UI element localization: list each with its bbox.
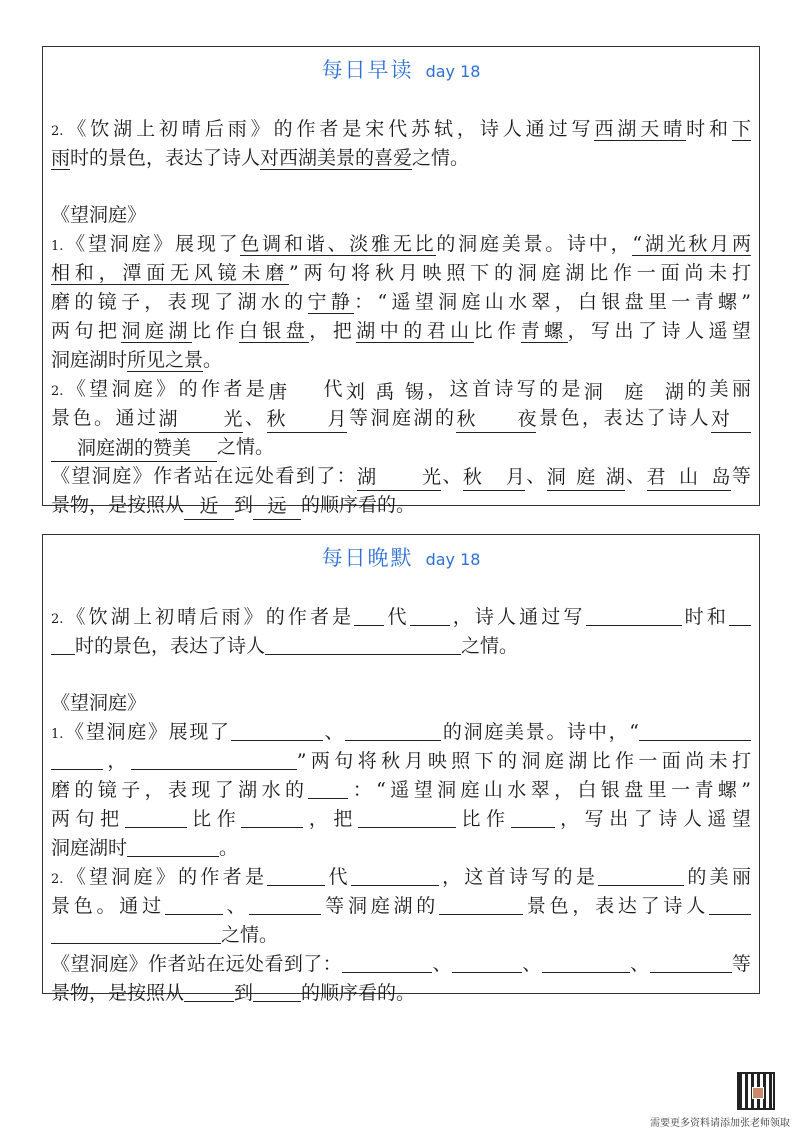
text-line: 雨时的景色，表达了诗人对西湖美景的喜爱之情。 [51, 147, 470, 169]
text-line: 景色。通过 、 等洞庭湖的 景色，表达了诗人 [51, 892, 751, 921]
text-line: 之情。 [51, 921, 751, 950]
text-line: 景物，是按照从 近 到 远 的顺序看的。 [51, 491, 751, 520]
text-line: 1.《望洞庭》展现了 、 的洞庭美景。诗中，“ [51, 718, 751, 747]
text-line: 洞庭湖时所见之景。 [51, 349, 223, 371]
answer-blank[interactable] [542, 953, 630, 973]
answer-blank[interactable] [51, 924, 221, 944]
answer-blank[interactable] [354, 606, 384, 626]
answer-blank[interactable] [639, 721, 751, 741]
answer-blank[interactable] [729, 606, 751, 626]
section-heading: 《望洞庭》 [51, 204, 147, 226]
day-label: day 18 [425, 550, 481, 569]
text-line: 两句把洞庭湖比作白银盘，把湖中的君山比作青螺，写出了诗人遥望 [51, 320, 751, 342]
answer-blank[interactable] [267, 866, 325, 886]
footer-note: 需要更多资料请添加张老师领取 [650, 1118, 790, 1129]
answer-blank[interactable] [345, 721, 441, 741]
answer-blank[interactable] [511, 808, 555, 828]
answer-blank[interactable] [709, 895, 751, 915]
text-line: 时的景色，表达了诗人 之情。 [51, 632, 751, 661]
text-line: ， ”两句将秋月映照下的洞庭湖比作一面尚未打 [51, 747, 751, 776]
text-line: 相和，潭面无风镜未磨”两句将秋月映照下的洞庭湖比作一面尚未打 [51, 262, 751, 284]
answer-blank[interactable] [131, 750, 297, 770]
answer-blank[interactable] [184, 982, 234, 1002]
morning-reading-panel [42, 46, 760, 517]
text-line: 洞庭湖时 。 [51, 837, 239, 859]
title-text: 每日早读 [321, 58, 414, 82]
text-line: 《望洞庭》作者站在远处看到了：湖光、秋月、洞庭湖、君山岛等 [51, 462, 751, 491]
day-label: day 18 [425, 62, 481, 81]
answer-blank[interactable] [241, 808, 303, 828]
answer-blank[interactable] [165, 895, 223, 915]
text-line: 景物，是按照从 到 的顺序看的。 [51, 982, 416, 1004]
text-line: 磨的镜子，表现了湖水的宁静：“遥望洞庭山水翠，白银盘里一青螺” [51, 291, 751, 313]
text-line: 景色。通过湖光、秋月等洞庭湖的秋夜景色，表达了诗人对 [51, 404, 751, 433]
panel-title [51, 541, 751, 575]
answer-blank[interactable] [127, 837, 219, 857]
answer-blank[interactable] [358, 808, 456, 828]
text-line: 2.《饮湖上初晴后雨》的作者是 代 ，诗人通过写 时和 [51, 603, 751, 632]
answer-blank[interactable] [351, 866, 439, 886]
answer-blank[interactable] [342, 953, 432, 973]
answer-blank[interactable] [51, 635, 75, 655]
text-line: 《望洞庭》作者站在远处看到了： 、 、 、 等 [51, 953, 751, 975]
section-heading: 《望洞庭》 [51, 692, 147, 714]
answer-blank[interactable] [51, 750, 103, 770]
text-line: 两句把 比作 ，把 比作 ，写出了诗人遥望 [51, 808, 751, 830]
answer-blank[interactable] [125, 808, 187, 828]
text-line: 洞庭湖的赞美 之情。 [51, 433, 751, 462]
text-line: 2.《望洞庭》的作者是唐 代刘禹锡，这首诗写的是洞庭湖的美丽 [51, 375, 751, 404]
answer-blank[interactable] [586, 606, 682, 626]
answer-blank[interactable] [452, 953, 522, 973]
text-line: 磨的镜子，表现了湖水的 ：“遥望洞庭山水翠，白银盘里一青螺” [51, 779, 751, 801]
qr-code-icon[interactable] [737, 1072, 775, 1110]
title-text: 每日晚默 [321, 546, 414, 570]
answer-blank[interactable] [439, 895, 523, 915]
text-line: 2.《望洞庭》的作者是 代 ，这首诗写的是 的美丽 [51, 866, 751, 888]
answer-blank[interactable] [231, 721, 323, 741]
answer-blank[interactable] [598, 866, 684, 886]
answer-blank[interactable] [265, 635, 461, 655]
answer-blank[interactable] [249, 895, 321, 915]
answer-blank[interactable] [410, 606, 450, 626]
text-line: 2.《饮湖上初晴后雨》的作者是宋代苏轼，诗人通过写西湖天晴时和下 [51, 118, 751, 140]
answer-blank[interactable] [253, 982, 301, 1002]
answer-blank[interactable] [650, 953, 732, 973]
evening-dictation-panel [42, 534, 760, 1004]
text-line: 1.《望洞庭》展现了色调和谐、淡雅无比的洞庭美景。诗中，“湖光秋月两 [51, 233, 751, 255]
answer-blank[interactable] [308, 779, 348, 799]
panel-title [51, 53, 751, 87]
